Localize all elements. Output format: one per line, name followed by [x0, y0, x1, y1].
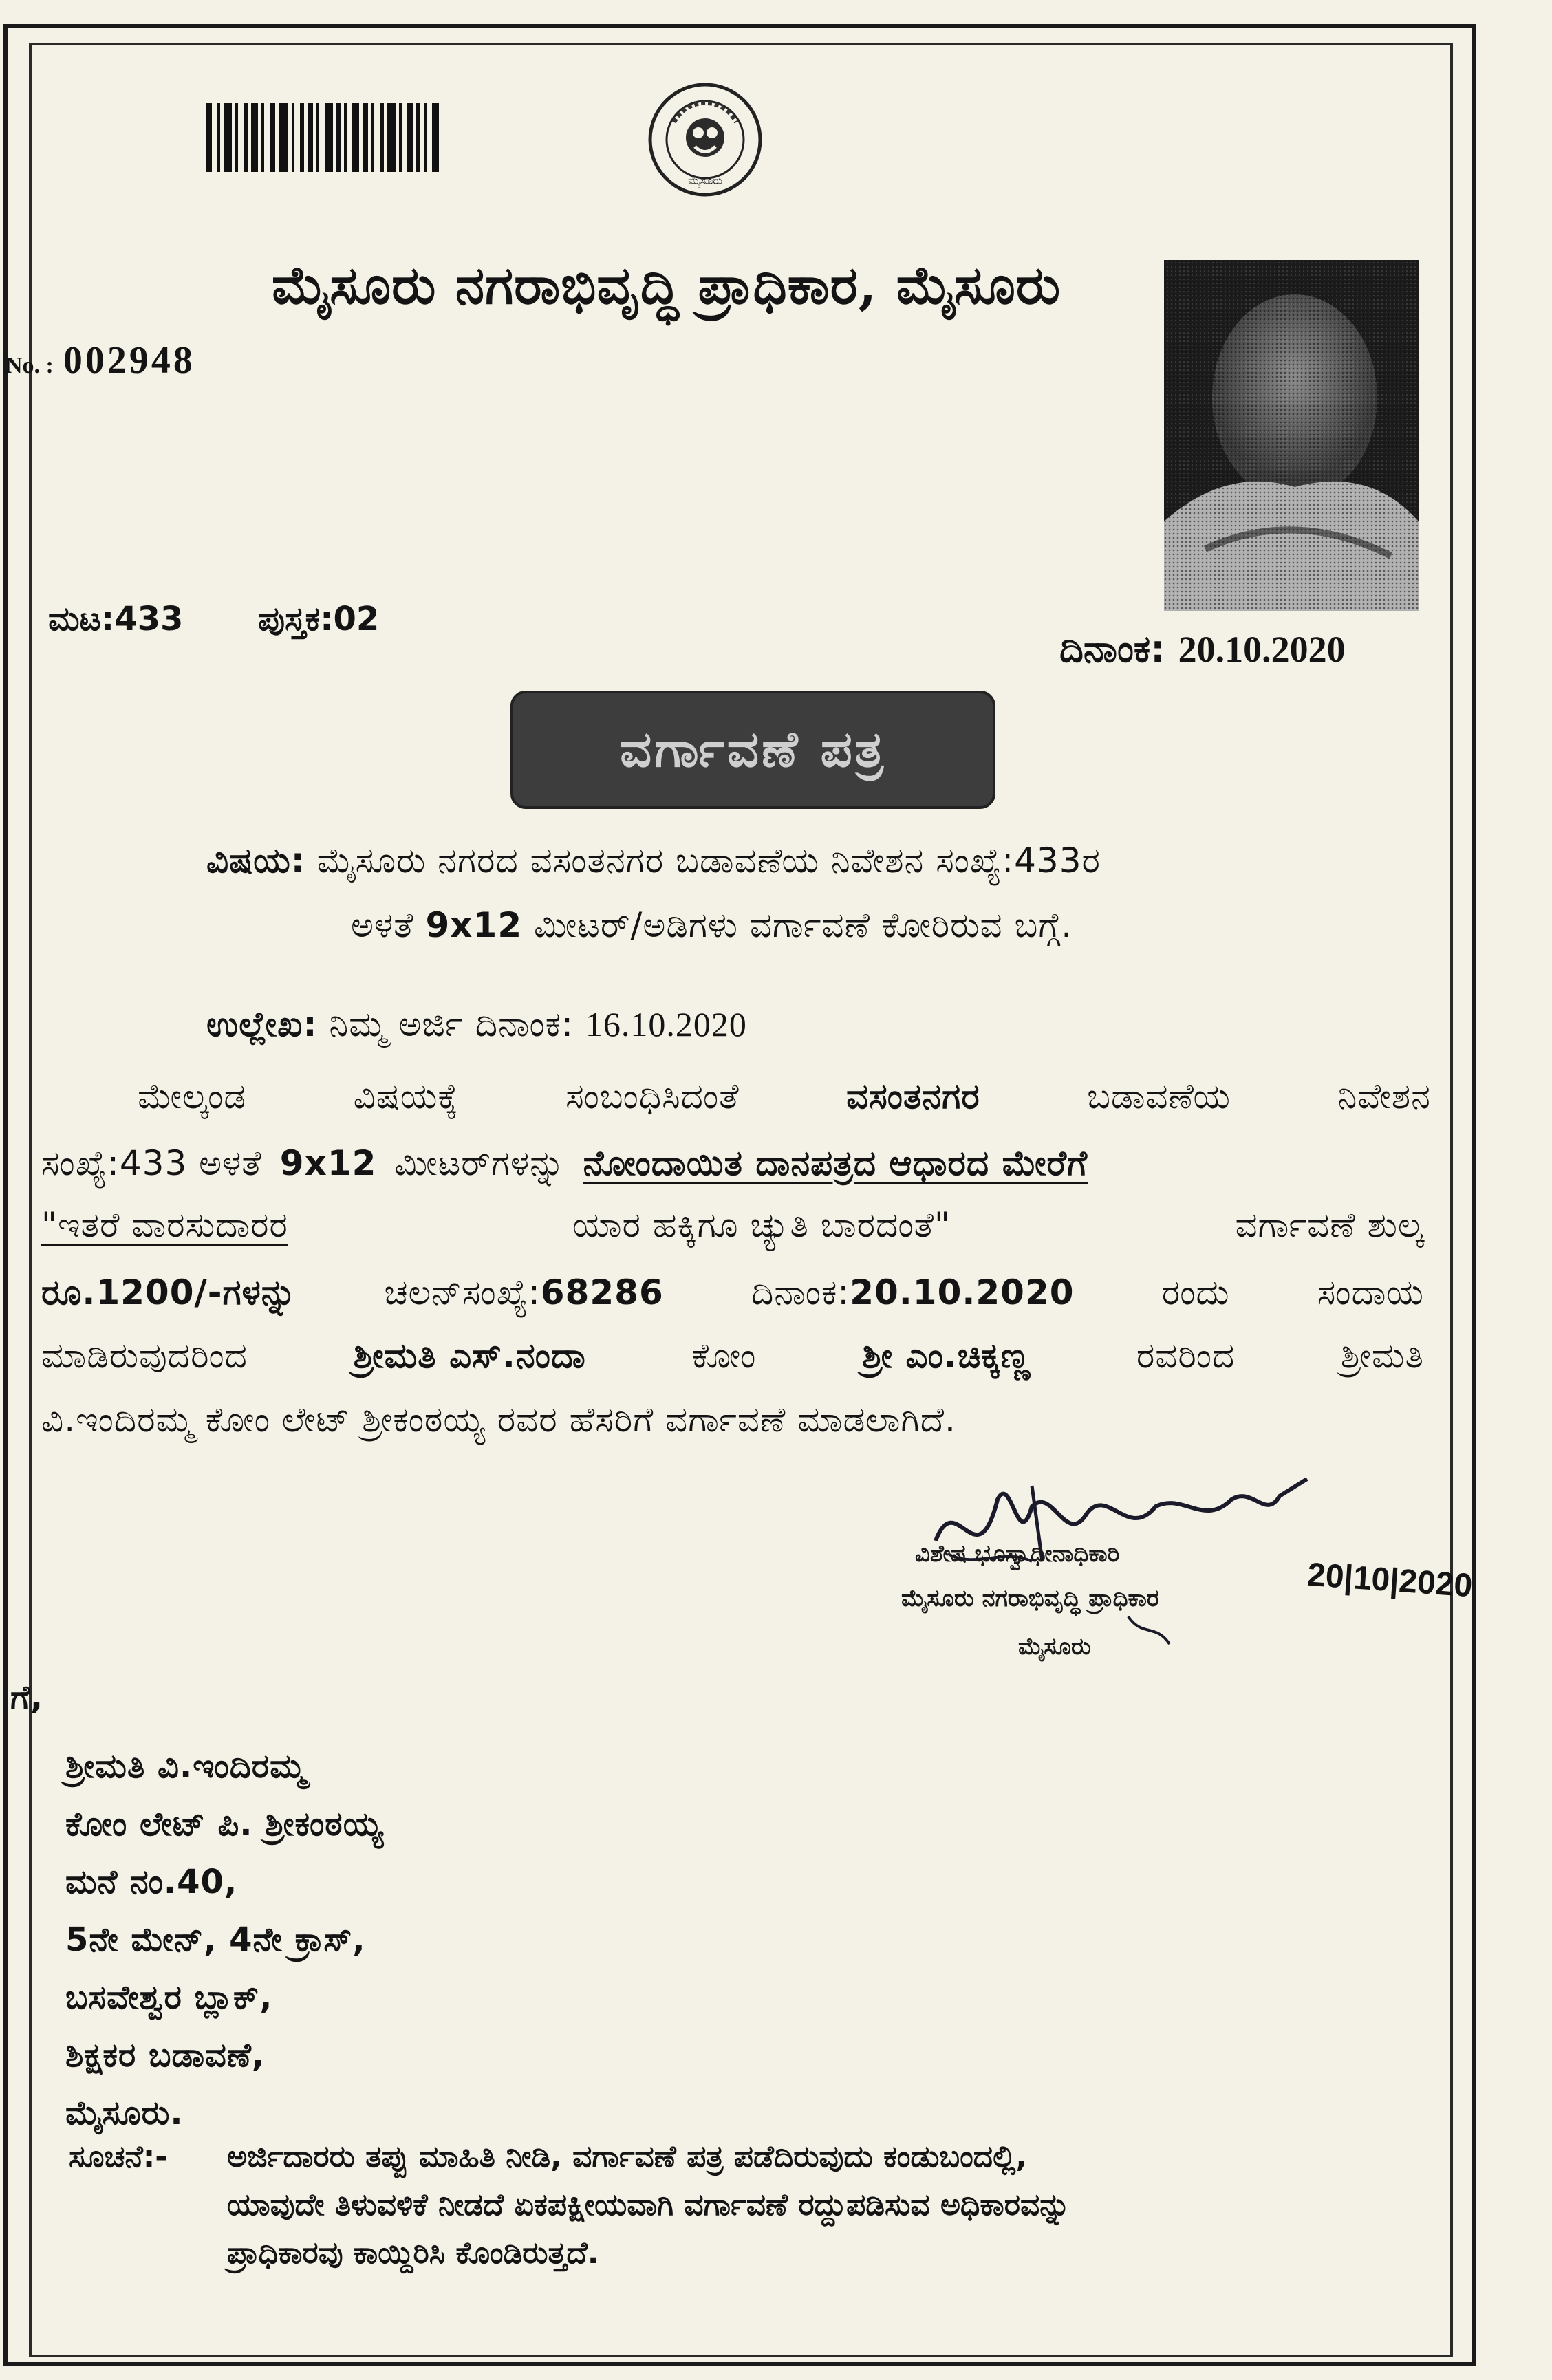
document-number-label: No. :: [6, 353, 54, 378]
barcode-bar: [325, 103, 333, 172]
address-line: ಮೈಸೂರು.: [65, 2094, 184, 2132]
barcode-bar: [416, 103, 420, 172]
issue-date-label: ದಿನಾಂಕ:: [1059, 627, 1165, 671]
barcode-bar: [279, 103, 288, 172]
document-number-value: 002948: [63, 339, 195, 382]
pustaka-label: ಪುಸ್ತಕ:: [258, 600, 334, 638]
body-word: ಶ್ರೀಮತಿ ಎಸ್.ನಂದಾ: [353, 1336, 586, 1376]
body-line-1: [138, 1077, 1431, 1117]
reference-line: [206, 1004, 747, 1045]
body-word: ವಸಂತನಗರ: [846, 1077, 980, 1116]
document-number: [6, 338, 195, 382]
body-word: ಶ್ರೀ ಎಂ.ಚಿಕ್ಕಣ್ಣ: [862, 1336, 1031, 1376]
subject-text-2a: ಅಳತೆ: [351, 905, 414, 945]
barcode-bar: [244, 103, 248, 172]
barcode-bar: [235, 103, 238, 172]
barcode-bar: [300, 103, 304, 172]
authority-seal-emblem: [647, 81, 764, 198]
body-3b: ಯಾರ ಹಕ್ಕಿಗೂ ಚ್ಯುತಿ ಬಾರದಂತೆ": [572, 1205, 951, 1245]
body-line-6: ವಿ.ಇಂದಿರಮ್ಮ ಕೋಂ ಲೇಟ್ ಶ್ರೀಕಂಠಯ್ಯ ರವರ ಹೆಸರಿಗೆ ವರ್ಗಾವಣೆ ಮಾಡಲಾಗಿದೆ.: [41, 1400, 956, 1440]
signature-city: ಮೈಸೂರು: [1018, 1633, 1091, 1660]
note-line-2: ಯಾವುದೇ ತಿಳುವಳಿಕೆ ನೀಡದೆ ಏಕಪಕ್ಷೀಯವಾಗಿ ವರ್ಗಾವಣೆ ರದ್ದುಪಡಿಸುವ ಅಧಿಕಾರವನ್ನು: [227, 2187, 1070, 2222]
pustaka-number: [258, 600, 379, 639]
barcode-bar: [270, 103, 275, 172]
body-line-4: [41, 1273, 1424, 1313]
body-3c: ವರ್ಗಾವಣೆ ಶುಲ್ಕ: [1235, 1205, 1424, 1245]
barcode-bar: [308, 103, 313, 172]
body-4f: ರಂದು: [1161, 1273, 1230, 1312]
subject-line-2: [351, 905, 1073, 946]
authority-heading: ಮೈಸೂರು ನಗರಾಭಿವೃದ್ಧಿ ಪ್ರಾಧಿಕಾರ, ಮೈಸೂರು: [272, 255, 1061, 316]
body-word: ಶ್ರೀಮತಿ: [1340, 1336, 1424, 1376]
address-line: ಶಿಕ್ಷಕರ ಬಡಾವಣೆ,: [65, 2036, 266, 2075]
body-word: ವಿಷಯಕ್ಕೆ: [353, 1077, 459, 1116]
barcode-bar: [251, 103, 258, 172]
mata-value: 433: [114, 600, 184, 638]
barcode-bar: [352, 103, 359, 172]
barcode-bar: [380, 103, 384, 172]
address-line: 5ನೇ ಮೇನ್, 4ನೇ ಕ್ರಾಸ್,: [65, 1921, 366, 1959]
barcode-bar: [399, 103, 402, 172]
applicant-photo: [1164, 260, 1419, 611]
barcode-bar: [387, 103, 396, 172]
address-line: ಬಸವೇಶ್ವರ ಬ್ಲಾಕ್,: [65, 1978, 273, 2017]
note-label: ಸೂಚನೆ:-: [69, 2139, 168, 2174]
signature-date: 20|10|2020: [1306, 1556, 1474, 1605]
reference-date: 16.10.2020: [585, 1005, 747, 1043]
subject-label: ವಿಷಯ:: [206, 841, 305, 880]
signature-designation: ವಿಶೇಷ ಭೂಸ್ವಾಧೀನಾಧಿಕಾರಿ: [915, 1540, 1120, 1568]
body-word: ಕೋಂ: [691, 1336, 757, 1376]
barcode-bar: [336, 103, 341, 172]
subject-size: 9x12: [425, 905, 523, 945]
body-word: ಸಂಬಂಧಿಸಿದಂತೆ: [565, 1077, 740, 1116]
barcode-bar: [432, 103, 439, 172]
barcode-bar: [224, 103, 232, 172]
barcode-bar: [363, 103, 368, 172]
mata-label: ಮಟ:: [48, 600, 115, 638]
body-word: ರವರಿಂದ: [1136, 1336, 1236, 1376]
barcode-bar: [217, 103, 220, 172]
address-line: ಮನೆ ನಂ.40,: [65, 1863, 238, 1901]
subject-text-2c: ಮೀಟರ್/ಅಡಿಗಳು ವರ್ಗಾವಣೆ ಕೋರಿರುವ ಬಗ್ಗೆ.: [534, 905, 1073, 945]
signature-authority: ಮೈಸೂರು ನಗರಾಭಿವೃದ್ಧಿ ಪ್ರಾಧಿಕಾರ: [901, 1585, 1159, 1612]
body-3-underlined: "ಇತರೆ ವಾರಸುದಾರರ: [41, 1205, 288, 1245]
body-word: ಮೇಲ್ಕಂಡ: [138, 1077, 247, 1116]
issue-date: [1059, 627, 1346, 671]
reference-text: ನಿಮ್ಮ ಅರ್ಜಿ ದಿನಾಂಕ:: [329, 1004, 574, 1044]
barcode-bar: [292, 103, 294, 172]
document-title-box: [510, 691, 995, 809]
document-title: ವರ್ಗಾವಣೆ ಪತ್ರ: [620, 720, 886, 778]
pustaka-value: 02: [333, 600, 380, 638]
barcode-bar: [316, 103, 319, 172]
seal-text: ಮೈಸೂರು: [688, 174, 722, 187]
body-2c: ಮೀಟರ್‌ಗಳನ್ನು: [394, 1143, 565, 1183]
barcode-bar: [407, 103, 413, 172]
issue-date-value: 20.10.2020: [1178, 629, 1346, 670]
body-2-underlined: ನೋಂದಾಯಿತ ದಾನಪತ್ರದ ಆಧಾರದ ಮೇರೆಗೆ: [583, 1143, 1088, 1183]
barcode-bar: [344, 103, 347, 172]
address-to: ಗೆ,: [10, 1678, 44, 1717]
body-line-5: [41, 1336, 1424, 1376]
barcode-bar: [371, 103, 374, 172]
body-2a: ಸಂಖ್ಯೆ:433 ಅಳತೆ: [41, 1143, 262, 1183]
mata-number: [48, 600, 183, 639]
body-4g: ಸಂದಾಯ: [1317, 1273, 1424, 1312]
body-4-date-label: ದಿನಾಂಕ:: [751, 1273, 850, 1312]
note-line-3: ಪ್ರಾಧಿಕಾರವು ಕಾಯ್ದಿರಿಸಿ ಕೊಂಡಿರುತ್ತದೆ.: [227, 2236, 599, 2271]
barcode-bar: [261, 103, 264, 172]
body-4-challan-label: ಚಲನ್‌ಸಂಖ್ಯೆ:: [384, 1273, 541, 1312]
barcode-bar: [206, 103, 212, 172]
body-line-3: [41, 1205, 1424, 1246]
reference-label: ಉಲ್ಲೇಖ:: [206, 1004, 318, 1044]
note-line-1: ಅರ್ಜಿದಾರರು ತಪ್ಪು ಮಾಹಿತಿ ನೀಡಿ, ವರ್ಗಾವಣೆ ಪತ್ರ ಪಡೆದಿರುವುದು ಕಂಡುಬಂದಲ್ಲಿ,: [227, 2139, 1028, 2174]
subject-line-1: [206, 841, 1101, 881]
body-2-size: 9x12: [279, 1143, 377, 1183]
barcode: [206, 103, 513, 172]
subject-text-1: ಮೈಸೂರು ನಗರದ ವಸಂತನಗರ ಬಡಾವಣೆಯ ನಿವೇಶನ ಸಂಖ್ಯೆ:433ರ: [316, 841, 1101, 880]
body-4-fee: ರೂ.1200/-ಗಳನ್ನು: [41, 1273, 297, 1312]
body-4-date: 20.10.2020: [850, 1273, 1075, 1312]
body-word: ಬಡಾವಣೆಯ: [1087, 1077, 1231, 1116]
body-word: ಮಾಡಿರುವುದರಿಂದ: [41, 1336, 248, 1376]
body-4-challan-number: 68286: [540, 1273, 664, 1312]
address-line: ಶ್ರೀಮತಿ ವಿ.ಇಂದಿರಮ್ಮ: [65, 1747, 307, 1786]
body-line-2: [41, 1143, 1424, 1184]
address-line: ಕೋಂ ಲೇಟ್ ಪಿ. ಶ್ರೀಕಂಠಯ್ಯ: [65, 1805, 384, 1843]
body-word: ನಿವೇಶನ: [1337, 1077, 1431, 1116]
barcode-bar: [424, 103, 427, 172]
